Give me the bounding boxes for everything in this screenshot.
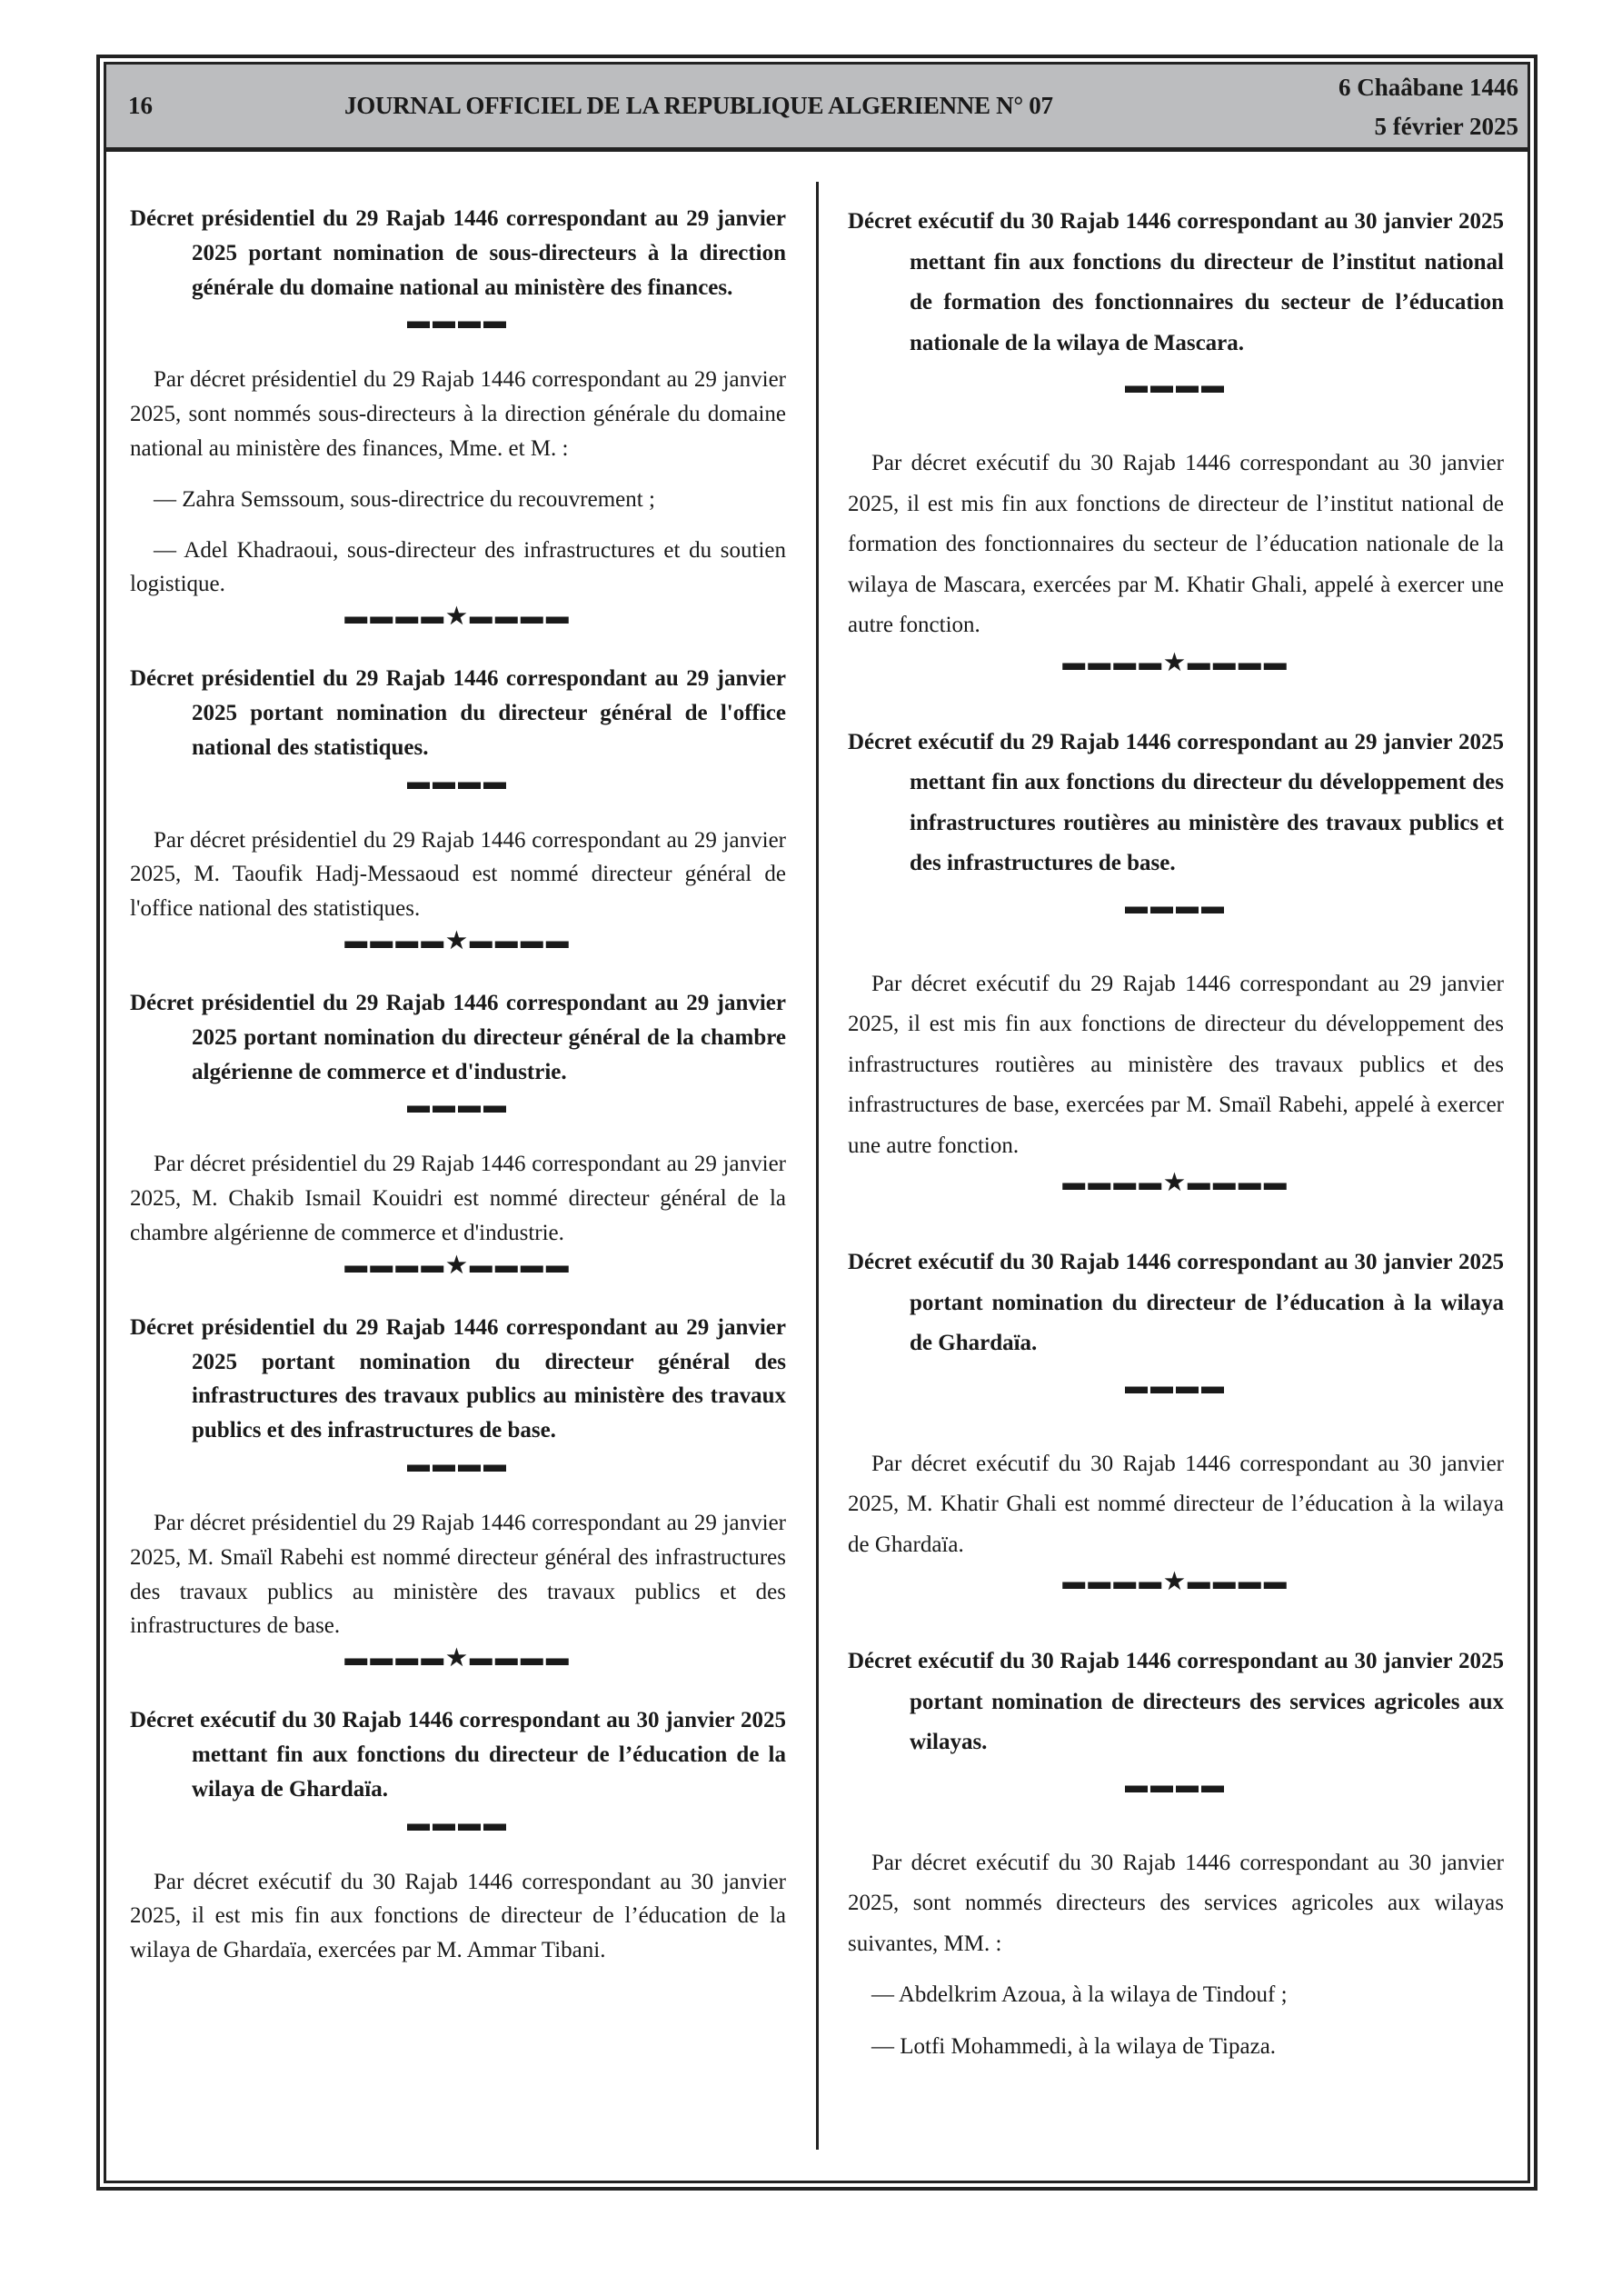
decree-title: Décret exécutif du 30 Rajab 1446 correspondant au 30 janvier 2025 mettant fin aux fonctions du directeur de l’éducation de la wilaya de Ghardaïa. <box>130 1708 786 1802</box>
dash-separator: ▬▬▬▬ <box>1125 1373 1227 1399</box>
decree-paragraph: Par décret présidentiel du 29 Rajab 1446 correspondant au 29 janvier 2025, M. Smaïl Rabehi est nommé directeur général des infrastructures des travaux publics au ministère des travaux publics et des infrastructures de base. <box>130 1510 786 1639</box>
decree-body <box>130 1506 786 1643</box>
decree-article <box>130 202 786 631</box>
right-column <box>848 202 1504 2112</box>
left-column <box>130 202 786 1999</box>
decree-paragraph: Par décret exécutif du 30 Rajab 1446 correspondant au 30 janvier 2025, il est mis fin aux fonctions de directeur de l’institut national de formation des fonctionnaires du secteur de l’éducation nationale de la wilaya de Mascara, exercées par M. Khatir Ghali, appelé à exercer une autre fonction. <box>848 451 1504 637</box>
decree-body <box>130 363 786 602</box>
dash-separator: ▬▬▬▬ <box>407 769 509 794</box>
decree-title: Décret exécutif du 30 Rajab 1446 correspondant au 30 janvier 2025 portant nomination de directeurs des services agricoles aux wilayas. <box>848 1649 1504 1754</box>
decree-body <box>848 444 1504 646</box>
nominee-item: — Lotfi Mohammedi, à la wilaya de Tipaza. <box>871 2033 1277 2059</box>
star-separator: ▬▬▬▬★▬▬▬▬ <box>344 1646 572 1672</box>
nominee-item: — Zahra Semssoum, sous-directrice du recouvrement ; <box>154 486 655 512</box>
dash-separator: ▬▬▬▬ <box>1125 893 1227 919</box>
column-divider <box>816 182 819 2150</box>
star-separator: ▬▬▬▬★▬▬▬▬ <box>1062 650 1289 675</box>
decree-body <box>130 824 786 926</box>
dash-separator: ▬▬▬▬ <box>1125 1772 1227 1798</box>
dash-separator: ▬▬▬▬ <box>407 309 509 334</box>
decree-paragraph: Par décret présidentiel du 29 Rajab 1446 correspondant au 29 janvier 2025, M. Taoufik Hadj-Messaoud est nommé directeur général de l'office national des statistiques. <box>130 827 786 922</box>
issue-date <box>1338 68 1518 146</box>
star-separator: ▬▬▬▬★▬▬▬▬ <box>1062 1570 1289 1594</box>
star-separator: ▬▬▬▬★▬▬▬▬ <box>344 928 572 953</box>
decree-body <box>130 1865 786 1968</box>
decree-article <box>130 1703 786 1968</box>
decree-body <box>130 1147 786 1250</box>
decree-body <box>848 1843 1504 2068</box>
decree-body <box>848 964 1504 1167</box>
nominee-item: — Abdelkrim Azoua, à la wilaya de Tindouf ; <box>871 1982 1288 2007</box>
page-header <box>106 65 1527 152</box>
journal-title: JOURNAL OFFICIEL DE LA REPUBLIQUE ALGERIENNE N° 07 <box>344 92 1053 119</box>
decree-title: Décret exécutif du 30 Rajab 1446 correspondant au 30 janvier 2025 mettant fin aux fonctions du directeur de l’institut national de formation des fonctionnaires du secteur de l’éducation nationale de la wilaya de Mascara. <box>848 209 1504 355</box>
decree-article <box>848 202 1504 677</box>
decree-article <box>848 1243 1504 1596</box>
decree-article <box>130 986 786 1280</box>
dash-separator: ▬▬▬▬ <box>407 1811 509 1836</box>
gregorian-date: 5 février 2025 <box>1374 113 1518 140</box>
nominee-item: — Adel Khadraoui, sous-directeur des infrastructures et du soutien logistique. <box>130 537 786 597</box>
decree-paragraph: Par décret exécutif du 30 Rajab 1446 correspondant au 30 janvier 2025, il est mis fin aux fonctions de directeur de l’éducation de la wilaya de Ghardaïa, exercées par M. Ammar Tibani. <box>130 1869 786 1963</box>
decree-title: Décret présidentiel du 29 Rajab 1446 correspondant au 29 janvier 2025 portant nomination de sous-directeurs à la direction générale du domaine national au ministère des finances. <box>130 206 786 300</box>
decree-paragraph: Par décret présidentiel du 29 Rajab 1446 correspondant au 29 janvier 2025, M. Chakib Ismail Kouidri est nommé directeur général de la chambre algérienne de commerce et d'industrie. <box>130 1152 786 1245</box>
decree-article <box>130 1311 786 1672</box>
decree-body <box>848 1444 1504 1566</box>
decree-title: Décret présidentiel du 29 Rajab 1446 correspondant au 29 janvier 2025 portant nomination du directeur général de l'office national des statistiques. <box>130 666 786 760</box>
dash-separator: ▬▬▬▬ <box>407 1452 509 1477</box>
star-separator: ▬▬▬▬★▬▬▬▬ <box>344 1253 572 1278</box>
star-separator: ▬▬▬▬★▬▬▬▬ <box>1062 1171 1289 1195</box>
decree-paragraph: Par décret exécutif du 30 Rajab 1446 correspondant au 30 janvier 2025, sont nommés directeurs des services agricoles aux wilayas suivantes, MM. : <box>848 1850 1504 1956</box>
decree-title: Décret exécutif du 29 Rajab 1446 correspondant au 29 janvier 2025 mettant fin aux fonctions du directeur du développement des infrastructures routières au ministère des travaux publics et des infrastructures de base. <box>848 729 1504 875</box>
decree-title: Décret présidentiel du 29 Rajab 1446 correspondant au 29 janvier 2025 portant nomination du directeur général des infrastructures des travaux publics au ministère des travaux publics et des infrastructures de base. <box>130 1314 786 1443</box>
decree-article <box>848 723 1504 1198</box>
decree-paragraph: Par décret exécutif du 30 Rajab 1446 correspondant au 30 janvier 2025, M. Khatir Ghali est nommé directeur de l’éducation à la wilaya de Ghardaïa. <box>848 1451 1504 1557</box>
hijri-date: 6 Chaâbane 1446 <box>1338 74 1518 101</box>
decree-paragraph: Par décret exécutif du 29 Rajab 1446 correspondant au 29 janvier 2025, il est mis fin aux fonctions de directeur du développement des infrastructures routières au ministère des travaux publics et des infrastructures de base, exercées par M. Smaïl Rabehi, appelé à exercer une autre fonction. <box>848 971 1504 1158</box>
dash-separator: ▬▬▬▬ <box>407 1093 509 1119</box>
decree-title: Décret présidentiel du 29 Rajab 1446 correspondant au 29 janvier 2025 portant nomination du directeur général de la chambre algérienne de commerce et d'industrie. <box>130 990 786 1084</box>
star-separator: ▬▬▬▬★▬▬▬▬ <box>344 604 572 630</box>
decree-title: Décret exécutif du 30 Rajab 1446 correspondant au 30 janvier 2025 portant nomination du directeur de l’éducation à la wilaya de Ghardaïa. <box>848 1250 1504 1355</box>
decree-article <box>848 1642 1504 2067</box>
decree-paragraph: Par décret présidentiel du 29 Rajab 1446 correspondant au 29 janvier 2025, sont nommés sous-directeurs à la direction générale du domaine national au ministère des finances, Mme. et M. : <box>130 367 786 461</box>
page-number: 16 <box>128 92 153 119</box>
decree-article <box>130 662 786 955</box>
dash-separator: ▬▬▬▬ <box>1125 374 1227 398</box>
